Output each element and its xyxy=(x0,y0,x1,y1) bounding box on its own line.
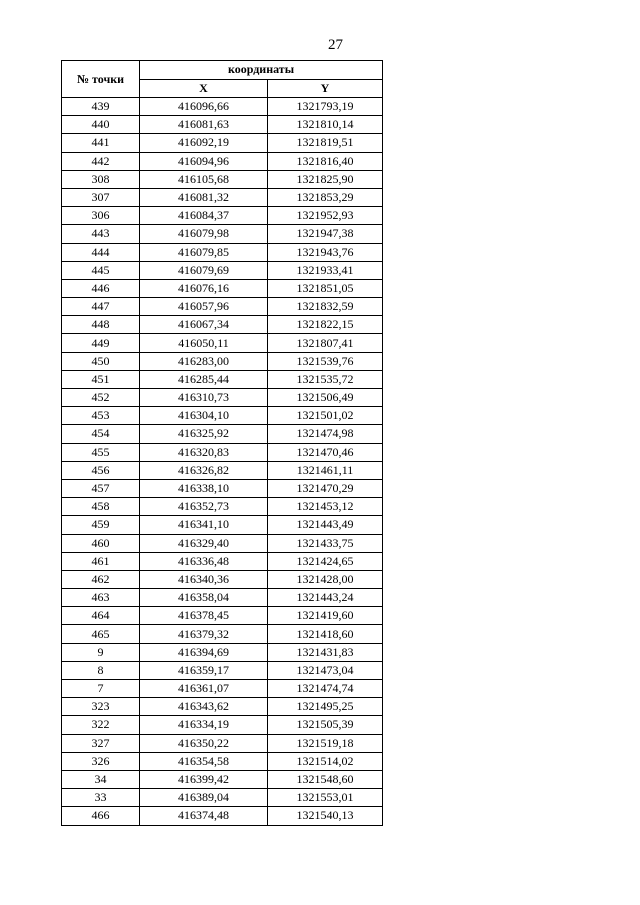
table-row xyxy=(62,734,383,752)
table-row xyxy=(62,498,383,516)
y-coordinate-cell: 1321419,60 xyxy=(268,607,383,625)
y-coordinate-cell: 1321822,15 xyxy=(268,316,383,334)
y-coordinate-cell: 1321947,38 xyxy=(268,225,383,243)
point-number-cell: 461 xyxy=(62,552,140,570)
x-coordinate-cell: 416304,10 xyxy=(140,407,268,425)
x-coordinate-cell: 416081,32 xyxy=(140,188,268,206)
point-number-cell: 455 xyxy=(62,443,140,461)
x-coordinate-cell: 416079,98 xyxy=(140,225,268,243)
x-coordinate-cell: 416341,10 xyxy=(140,516,268,534)
table-row xyxy=(62,188,383,206)
point-number-cell: 323 xyxy=(62,698,140,716)
x-coordinate-cell: 416285,44 xyxy=(140,370,268,388)
point-number-cell: 450 xyxy=(62,352,140,370)
y-coordinate-cell: 1321539,76 xyxy=(268,352,383,370)
y-coordinate-cell: 1321424,65 xyxy=(268,552,383,570)
table-row xyxy=(62,316,383,334)
y-coordinate-cell: 1321519,18 xyxy=(268,734,383,752)
y-coordinate-cell: 1321548,60 xyxy=(268,770,383,788)
table-row xyxy=(62,443,383,461)
table-row xyxy=(62,552,383,570)
y-coordinate-cell: 1321553,01 xyxy=(268,789,383,807)
x-coordinate-cell: 416050,11 xyxy=(140,334,268,352)
x-coordinate-cell: 416310,73 xyxy=(140,389,268,407)
table-row xyxy=(62,225,383,243)
point-number-cell: 7 xyxy=(62,680,140,698)
x-coordinate-cell: 416374,48 xyxy=(140,807,268,825)
table-row xyxy=(62,461,383,479)
point-number-cell: 326 xyxy=(62,752,140,770)
y-coordinate-cell: 1321506,49 xyxy=(268,389,383,407)
x-coordinate-cell: 416379,32 xyxy=(140,625,268,643)
x-coordinate-cell: 416329,40 xyxy=(140,534,268,552)
point-number-cell: 452 xyxy=(62,389,140,407)
header-y: Y xyxy=(268,79,383,98)
x-coordinate-cell: 416096,66 xyxy=(140,98,268,116)
y-coordinate-cell: 1321832,59 xyxy=(268,298,383,316)
x-coordinate-cell: 416350,22 xyxy=(140,734,268,752)
table-row xyxy=(62,680,383,698)
table-row xyxy=(62,261,383,279)
point-number-cell: 9 xyxy=(62,643,140,661)
point-number-cell: 446 xyxy=(62,279,140,297)
table-row xyxy=(62,479,383,497)
point-number-cell: 466 xyxy=(62,807,140,825)
point-number-cell: 306 xyxy=(62,207,140,225)
x-coordinate-cell: 416343,62 xyxy=(140,698,268,716)
table-row xyxy=(62,425,383,443)
y-coordinate-cell: 1321853,29 xyxy=(268,188,383,206)
x-coordinate-cell: 416081,63 xyxy=(140,116,268,134)
x-coordinate-cell: 416076,16 xyxy=(140,279,268,297)
point-number-cell: 448 xyxy=(62,316,140,334)
point-number-cell: 457 xyxy=(62,479,140,497)
table-row xyxy=(62,243,383,261)
x-coordinate-cell: 416378,45 xyxy=(140,607,268,625)
y-coordinate-cell: 1321807,41 xyxy=(268,334,383,352)
x-coordinate-cell: 416283,00 xyxy=(140,352,268,370)
table-row xyxy=(62,207,383,225)
point-number-cell: 308 xyxy=(62,170,140,188)
y-coordinate-cell: 1321819,51 xyxy=(268,134,383,152)
point-number-cell: 445 xyxy=(62,261,140,279)
y-coordinate-cell: 1321473,04 xyxy=(268,661,383,679)
x-coordinate-cell: 416358,04 xyxy=(140,589,268,607)
table-row xyxy=(62,334,383,352)
table-row xyxy=(62,279,383,297)
x-coordinate-cell: 416352,73 xyxy=(140,498,268,516)
y-coordinate-cell: 1321418,60 xyxy=(268,625,383,643)
y-coordinate-cell: 1321816,40 xyxy=(268,152,383,170)
y-coordinate-cell: 1321825,90 xyxy=(268,170,383,188)
table-row xyxy=(62,661,383,679)
point-number-cell: 34 xyxy=(62,770,140,788)
x-coordinate-cell: 416394,69 xyxy=(140,643,268,661)
point-number-cell: 460 xyxy=(62,534,140,552)
x-coordinate-cell: 416092,19 xyxy=(140,134,268,152)
table-row xyxy=(62,516,383,534)
y-coordinate-cell: 1321851,05 xyxy=(268,279,383,297)
table-row xyxy=(62,152,383,170)
y-coordinate-cell: 1321952,93 xyxy=(268,207,383,225)
y-coordinate-cell: 1321443,49 xyxy=(268,516,383,534)
table-row xyxy=(62,625,383,643)
table-row xyxy=(62,698,383,716)
point-number-cell: 443 xyxy=(62,225,140,243)
x-coordinate-cell: 416094,96 xyxy=(140,152,268,170)
point-number-cell: 441 xyxy=(62,134,140,152)
y-coordinate-cell: 1321428,00 xyxy=(268,570,383,588)
y-coordinate-cell: 1321793,19 xyxy=(268,98,383,116)
point-number-cell: 327 xyxy=(62,734,140,752)
y-coordinate-cell: 1321470,46 xyxy=(268,443,383,461)
x-coordinate-cell: 416334,19 xyxy=(140,716,268,734)
x-coordinate-cell: 416079,85 xyxy=(140,243,268,261)
x-coordinate-cell: 416320,83 xyxy=(140,443,268,461)
x-coordinate-cell: 416057,96 xyxy=(140,298,268,316)
header-coordinates: координаты xyxy=(140,61,383,80)
point-number-cell: 456 xyxy=(62,461,140,479)
table-row xyxy=(62,116,383,134)
table-row xyxy=(62,370,383,388)
point-number-cell: 322 xyxy=(62,716,140,734)
table-row xyxy=(62,170,383,188)
x-coordinate-cell: 416105,68 xyxy=(140,170,268,188)
x-coordinate-cell: 416326,82 xyxy=(140,461,268,479)
x-coordinate-cell: 416389,04 xyxy=(140,789,268,807)
x-coordinate-cell: 416079,69 xyxy=(140,261,268,279)
point-number-cell: 439 xyxy=(62,98,140,116)
point-number-cell: 447 xyxy=(62,298,140,316)
y-coordinate-cell: 1321810,14 xyxy=(268,116,383,134)
x-coordinate-cell: 416354,58 xyxy=(140,752,268,770)
y-coordinate-cell: 1321535,72 xyxy=(268,370,383,388)
point-number-cell: 444 xyxy=(62,243,140,261)
table-row xyxy=(62,643,383,661)
y-coordinate-cell: 1321461,11 xyxy=(268,461,383,479)
y-coordinate-cell: 1321495,25 xyxy=(268,698,383,716)
point-number-cell: 465 xyxy=(62,625,140,643)
x-coordinate-cell: 416325,92 xyxy=(140,425,268,443)
y-coordinate-cell: 1321443,24 xyxy=(268,589,383,607)
x-coordinate-cell: 416336,48 xyxy=(140,552,268,570)
point-number-cell: 453 xyxy=(62,407,140,425)
table-row xyxy=(62,752,383,770)
point-number-cell: 454 xyxy=(62,425,140,443)
y-coordinate-cell: 1321933,41 xyxy=(268,261,383,279)
point-number-cell: 442 xyxy=(62,152,140,170)
table-row xyxy=(62,407,383,425)
table-row xyxy=(62,589,383,607)
y-coordinate-cell: 1321540,13 xyxy=(268,807,383,825)
point-number-cell: 8 xyxy=(62,661,140,679)
y-coordinate-cell: 1321453,12 xyxy=(268,498,383,516)
x-coordinate-cell: 416359,17 xyxy=(140,661,268,679)
table-row xyxy=(62,789,383,807)
x-coordinate-cell: 416340,36 xyxy=(140,570,268,588)
y-coordinate-cell: 1321474,74 xyxy=(268,680,383,698)
x-coordinate-cell: 416338,10 xyxy=(140,479,268,497)
table-row xyxy=(62,770,383,788)
y-coordinate-cell: 1321505,39 xyxy=(268,716,383,734)
header-point-number: № точки xyxy=(62,61,140,98)
header-x: X xyxy=(140,79,268,98)
y-coordinate-cell: 1321470,29 xyxy=(268,479,383,497)
point-number-cell: 463 xyxy=(62,589,140,607)
x-coordinate-cell: 416399,42 xyxy=(140,770,268,788)
point-number-cell: 458 xyxy=(62,498,140,516)
table-row xyxy=(62,607,383,625)
y-coordinate-cell: 1321943,76 xyxy=(268,243,383,261)
x-coordinate-cell: 416084,37 xyxy=(140,207,268,225)
table-row xyxy=(62,134,383,152)
x-coordinate-cell: 416361,07 xyxy=(140,680,268,698)
x-coordinate-cell: 416067,34 xyxy=(140,316,268,334)
point-number-cell: 464 xyxy=(62,607,140,625)
table-row xyxy=(62,534,383,552)
table-row xyxy=(62,807,383,825)
point-number-cell: 462 xyxy=(62,570,140,588)
y-coordinate-cell: 1321514,02 xyxy=(268,752,383,770)
table-body xyxy=(62,98,383,826)
y-coordinate-cell: 1321501,02 xyxy=(268,407,383,425)
point-number-cell: 451 xyxy=(62,370,140,388)
table-row xyxy=(62,389,383,407)
table-row xyxy=(62,98,383,116)
y-coordinate-cell: 1321433,75 xyxy=(268,534,383,552)
point-number-cell: 307 xyxy=(62,188,140,206)
table-row xyxy=(62,298,383,316)
table-row xyxy=(62,352,383,370)
y-coordinate-cell: 1321431,83 xyxy=(268,643,383,661)
table-row xyxy=(62,716,383,734)
point-number-cell: 440 xyxy=(62,116,140,134)
page-number: 27 xyxy=(328,37,343,53)
point-number-cell: 33 xyxy=(62,789,140,807)
point-number-cell: 459 xyxy=(62,516,140,534)
table-row xyxy=(62,570,383,588)
point-number-cell: 449 xyxy=(62,334,140,352)
coordinates-table xyxy=(61,60,383,826)
y-coordinate-cell: 1321474,98 xyxy=(268,425,383,443)
